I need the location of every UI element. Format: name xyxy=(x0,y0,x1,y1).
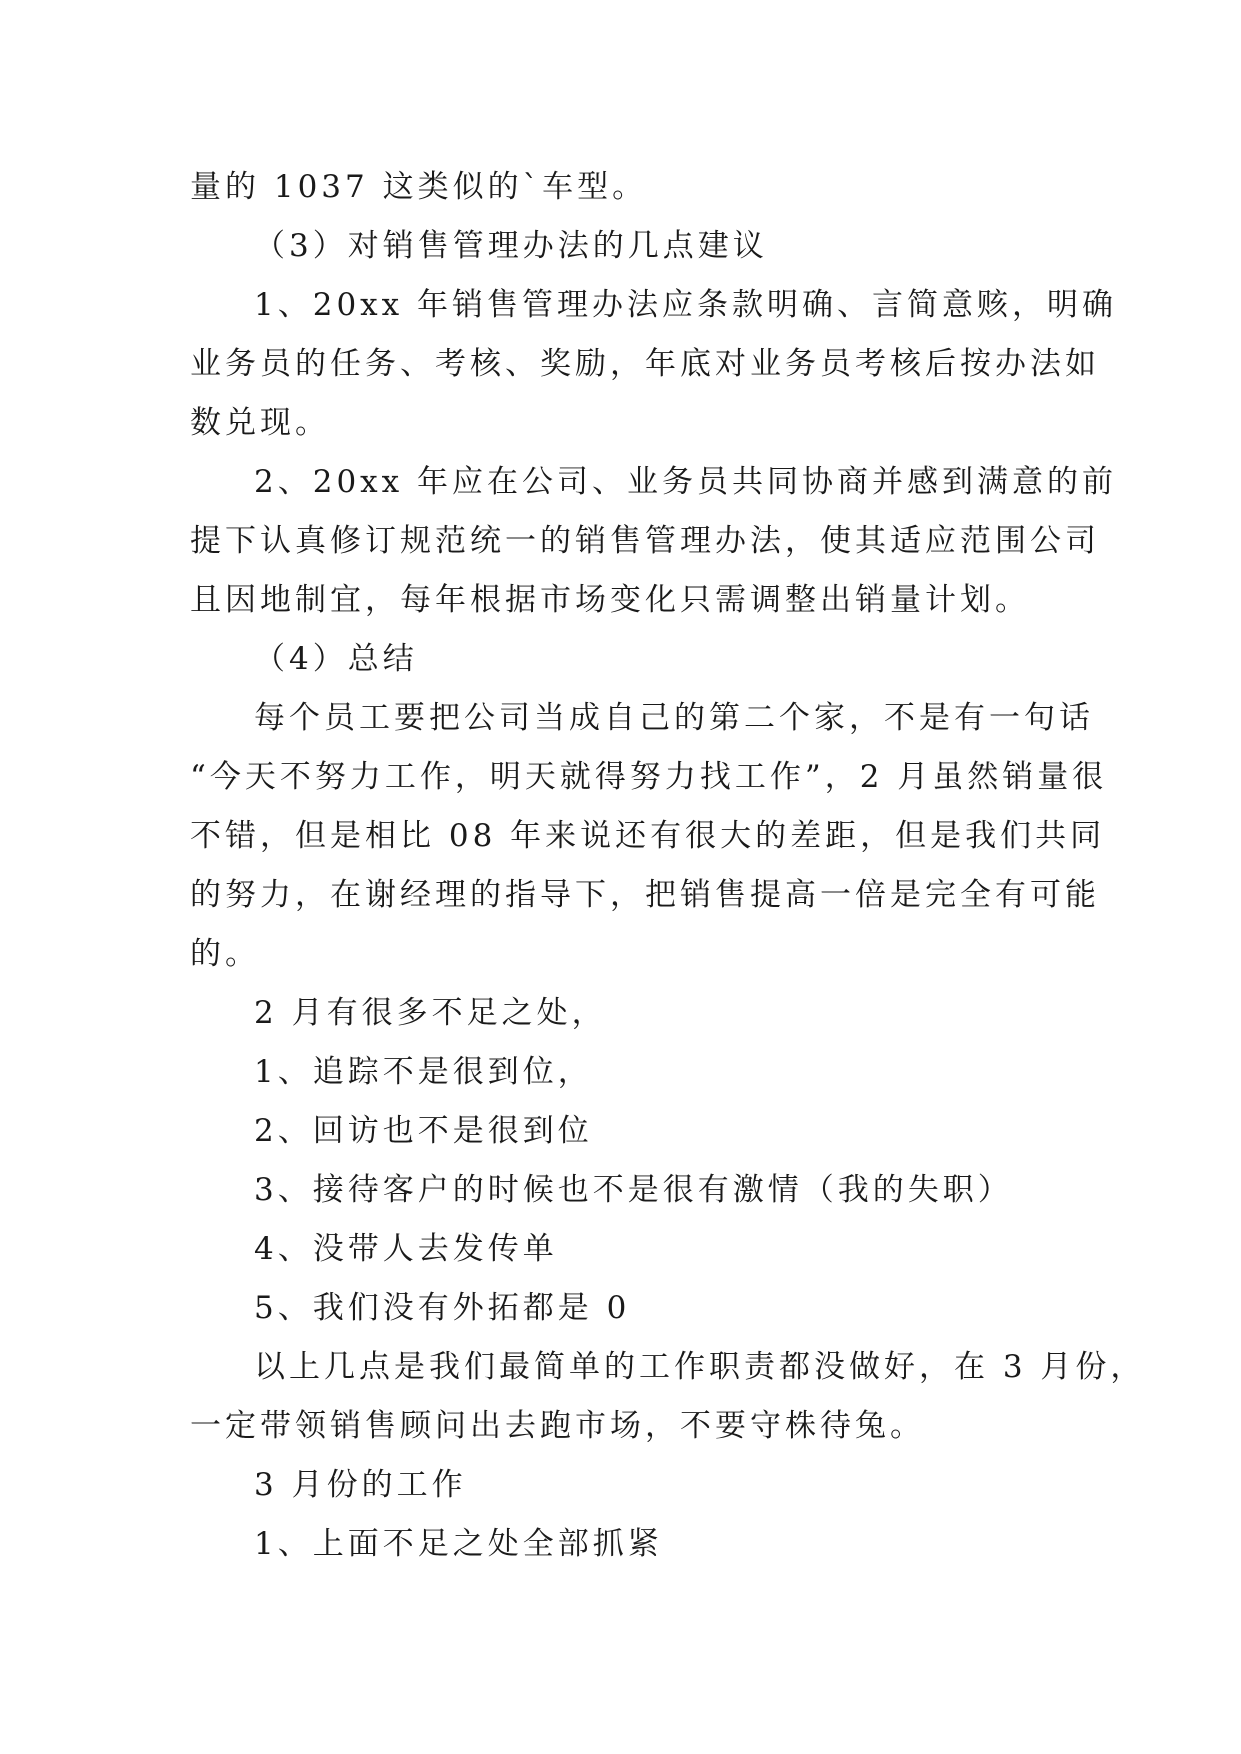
list-item-shortcoming-4 xyxy=(190,1220,1052,1279)
text-line: 业务员的任务、考核、奖励，年底对业务员考核后按办法如 xyxy=(190,346,1100,382)
section-heading-summary xyxy=(190,630,1052,689)
paragraph-summary xyxy=(190,689,1108,984)
text-line: 一定带领销售顾问出去跑市场，不要守株待兔。 xyxy=(190,1408,925,1444)
text-line: 且因地制宜，每年根据市场变化只需调整出销量计划。 xyxy=(190,582,1030,618)
text-line: 4、没带人去发传单 xyxy=(254,1231,558,1267)
paragraph-conclusion xyxy=(190,1338,1146,1456)
text-line: 的。 xyxy=(190,936,260,972)
text-line: 的努力，在谢经理的指导下，把销售提高一倍是完全有可能 xyxy=(190,877,1100,913)
list-item-shortcoming-1 xyxy=(190,1043,1052,1102)
heading-text: （4）总结 xyxy=(254,641,418,677)
text-line: 1、20xx 年销售管理办法应条款明确、言简意赅，明确 xyxy=(254,287,1117,323)
text-line: 数兑现。 xyxy=(190,405,330,441)
paragraph-suggestion-1 xyxy=(190,276,1117,453)
list-item-shortcoming-5 xyxy=(190,1279,1052,1338)
text-line: 2、20xx 年应在公司、业务员共同协商并感到满意的前 xyxy=(254,464,1117,500)
text-line: 1、上面不足之处全部抓紧 xyxy=(254,1526,663,1562)
text-line: 2 月有很多不足之处， xyxy=(254,995,607,1031)
paragraph-shortcomings-intro xyxy=(190,984,1052,1043)
heading-text: （3）对销售管理办法的几点建议 xyxy=(254,228,768,264)
text-line: 5、我们没有外拓都是 0 xyxy=(254,1290,631,1326)
text-line: 1、追踪不是很到位， xyxy=(254,1054,593,1090)
paragraph-continuation xyxy=(190,158,1052,217)
list-item-shortcoming-2 xyxy=(190,1102,1052,1161)
text-line: 2、回访也不是很到位 xyxy=(254,1113,593,1149)
section-heading-suggestions xyxy=(190,217,1052,276)
text-line: 量的 1037 这类似的`车型。 xyxy=(190,169,648,205)
heading-text: 3 月份的工作 xyxy=(254,1467,467,1503)
text-line: 3、接待客户的时候也不是很有激情（我的失职） xyxy=(254,1172,1013,1208)
document-body xyxy=(190,158,1146,1574)
text-line: 不错，但是相比 08 年来说还有很大的差距，但是我们共同 xyxy=(190,818,1106,854)
text-line: 每个员工要把公司当成自己的第二个家，不是有一句话 xyxy=(254,700,1094,736)
list-item-shortcoming-3 xyxy=(190,1161,1052,1220)
list-item-march-1 xyxy=(190,1515,1052,1574)
paragraph-suggestion-2 xyxy=(190,453,1117,630)
text-line: 提下认真修订规范统一的销售管理办法，使其适应范围公司 xyxy=(190,523,1100,559)
section-heading-march-work xyxy=(190,1456,1052,1515)
text-line: 以上几点是我们最简单的工作职责都没做好，在 3 月份， xyxy=(254,1349,1146,1385)
text-line: “今天不努力工作，明天就得努力找工作”，2 月虽然销量很 xyxy=(190,759,1108,795)
